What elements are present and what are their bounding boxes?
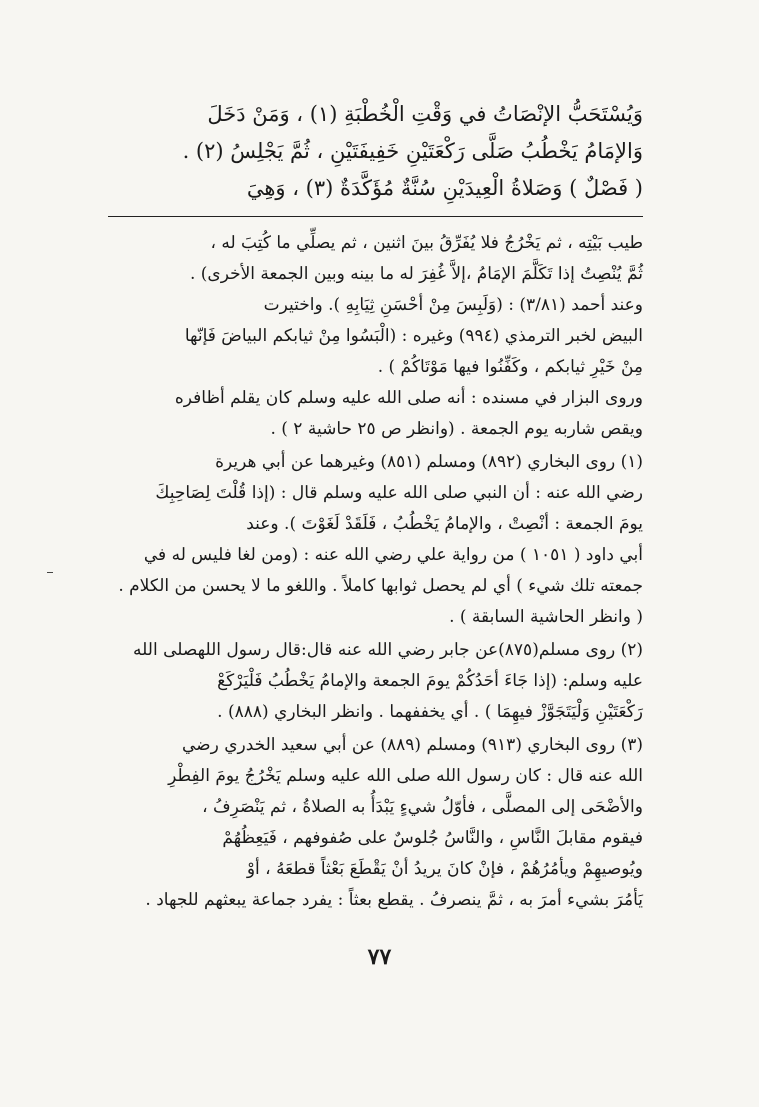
footnote-line: وعند أحمد (٣/٨١) : (وَلَبِسَ مِنْ أحْسَنِ ثِيَابِهِ ). واختيرت [263, 295, 643, 315]
footnote-line: يَأمُرَ بشيء أمرَ به ، ثمَّ ينصرفُ . يقطع بعثاً : يفرد جماعة يبعثهم للجهاد . [145, 890, 643, 910]
footnote-continuation [108, 228, 643, 445]
footnote-line: فيقوم مقابلَ النَّاسِ ، والنَّاسُ جُلوسٌ على صُفوفهم ، فَيَعِظُهُمْ [222, 828, 643, 848]
main-line: وَيُسْتَحَبُّ الإنْصَاتُ في وَقْتِ الْخُطْبَةِ (١) ، وَمَنْ دَخَلَ [207, 102, 643, 126]
footnote-line: أبي داود ( ١٠٥١ ) من رواية علي رضي الله عنه : (ومن لغا فليس له في [143, 545, 643, 565]
footnote-separator [108, 216, 643, 217]
footnote-line: جمعته تلك شيء ) أي لم يحصل ثوابها كاملاً . واللغو ما لا يحسن من الكلام . [118, 576, 643, 596]
footnote-2 [108, 635, 643, 728]
footnote-line: ويقص شاربه يوم الجمعة . (وانظر ص ٢٥ حاشية ٢ ) . [270, 419, 643, 439]
footnote-line: الله عنه قال : كان رسول الله صلى الله عليه وسلم يَخْرُجُ يومَ الفِطْرِ [168, 766, 643, 786]
footnote-line: مِنْ خَيْرِ ثيابكم ، وكَفِّنُوا فيها مَوْتَاكُمْ ) . [377, 357, 643, 377]
footnotes [108, 228, 643, 916]
footnote-line: ثُمَّ يُنْصِتُ إذا تَكَلَّمَ الإمَامُ ،إلاَّ غُفِرَ له ما بينه وبين الجمعة الأخرى) . [189, 264, 643, 284]
margin-mark [47, 572, 53, 573]
footnote-line: يومَ الجمعة : أنْصِتْ ، والإمامُ يَخْطُبُ ، فَلَقَدْ لَغَوْتَ ). وعند [246, 514, 643, 534]
footnote-line: طيب بَيْتِه ، ثم يَخْرُجُ فلا يُفَرِّقُ بينَ اثنين ، ثم يصلِّي ما كُتِبَ له ، [210, 233, 643, 253]
footnote-line: عليه وسلم: (إذا جَاءَ أحَدُكُمْ يومَ الجمعة والإمامُ يَخْطُبُ فَلْيَرْكَعْ [217, 671, 643, 691]
footnote-line: ( وانظر الحاشية السابقة ) . [449, 607, 643, 627]
footnote-line: وروى البزار في مسنده : أنه صلى الله عليه وسلم كان يقلم أظافره [174, 388, 643, 408]
main-text [108, 96, 643, 207]
footnote-line: (٣) روى البخاري (٩١٣) ومسلم (٨٨٩) عن أبي سعيد الخدري رضي [182, 735, 643, 755]
footnote-line: البيض لخبر الترمذي (٩٩٤) وغيره : (الْبَسُوا مِنْ ثيابكم البياضَ فَإنّها [184, 326, 643, 346]
main-line: وَالإمَامُ يَخْطُبُ صَلَّى رَكْعَتَيْنِ خَفِيفَتَيْنِ ، ثُمَّ يَجْلِسُ (٢) . [182, 139, 643, 163]
footnote-line: والأضْحَى إلى المصلَّى ، فأوّلُ شيءٍ يَبْدَأُ به الصلاةُ ، ثم يَنْصَرِفُ ، [202, 797, 643, 817]
footnote-1 [108, 447, 643, 633]
footnote-line: (٢) روى مسلم(٨٧٥)عن جابر رضي الله عنه قال:قال رسول اللهصلى الله [133, 640, 643, 660]
page-number: ٧٧ [367, 944, 392, 970]
footnote-line: (١) روى البخاري (٨٩٢) ومسلم (٨٥١) وغيرهما عن أبي هريرة [215, 452, 643, 472]
footnote-line: رضي الله عنه : أن النبي صلى الله عليه وسلم قال : (إذا قُلْتَ لِصَاحِبِكَ [155, 483, 643, 503]
main-line: ( فَصْلٌ ) وَصَلاةُ الْعِيدَيْنِ سُنَّةٌ مُؤَكَّدَةٌ (٣) ، وَهِيَ [246, 176, 643, 200]
footnote-line: رَكْعَتَيْنِ وَلْيَتَجَوَّزْ فيهِمَا ) . أي يخففهما . وانظر البخاري (٨٨٨) . [217, 702, 643, 722]
footnote-3 [108, 730, 643, 916]
footnote-line: ويُوصيهِمْ ويأمُرُهُمْ ، فإنْ كانَ يريدُ أنْ يَقْطَعَ بَعْثاً قطعَهُ ، أوْ [246, 859, 643, 879]
